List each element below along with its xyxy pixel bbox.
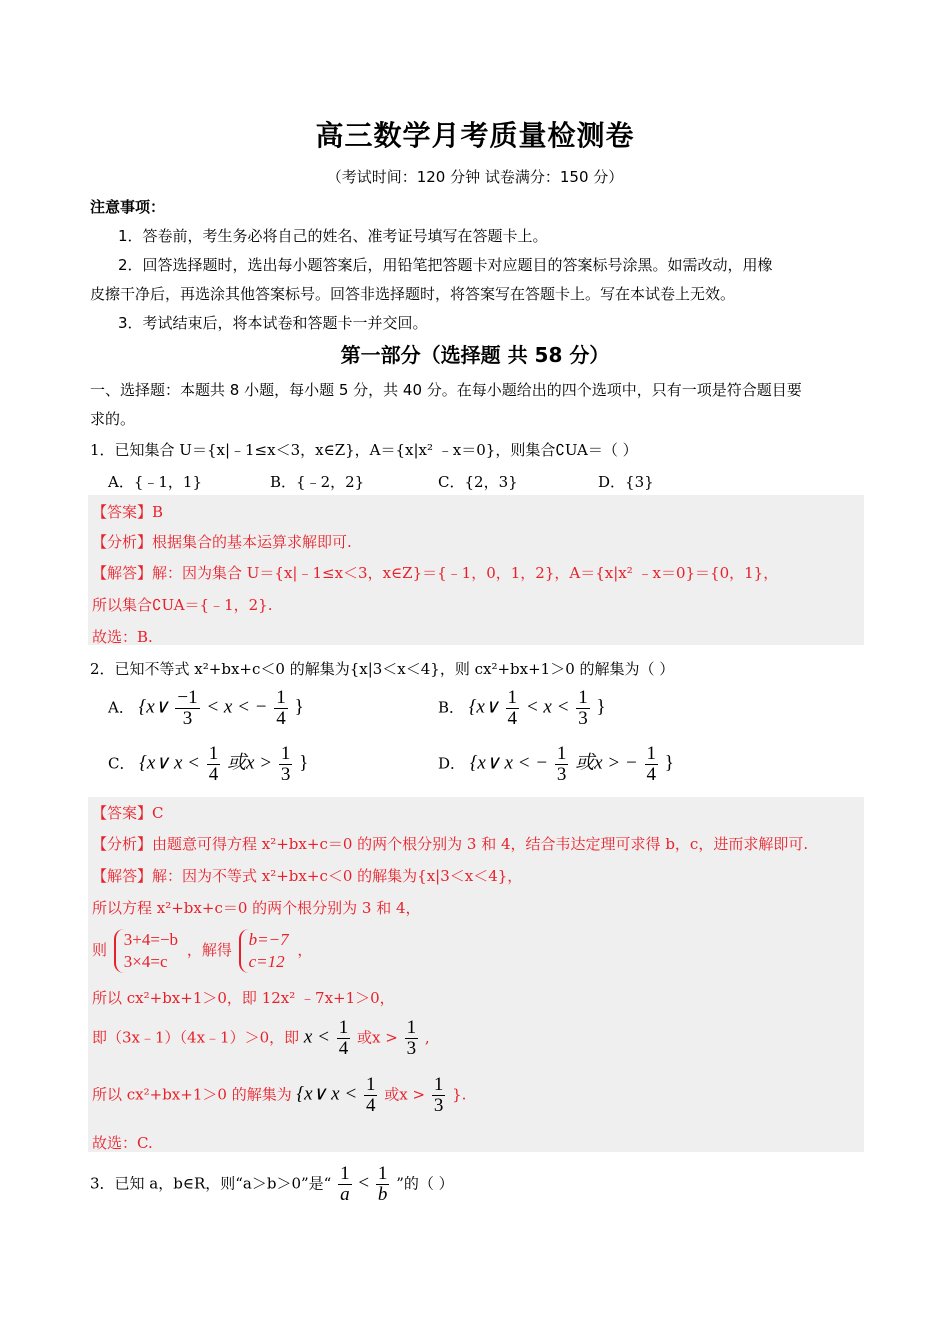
- question-1-stem: 1．已知集合 U＝{x|﹣1≤x＜3，x∈Z}，A＝{x|x² ﹣x＝0}，则集合∁UA＝（ ）: [90, 441, 638, 459]
- question-1-solution-line-2: 所以集合∁UA＝{﹣1，2}.: [92, 596, 273, 614]
- page-title: 高三数学月考质量检测卷: [315, 119, 635, 152]
- fraction: $\frac{1}{4}$: [276, 687, 286, 729]
- question-1-option-a: A．{﹣1，1}: [108, 473, 203, 491]
- section-intro-line-2: 求的。: [90, 410, 136, 428]
- fraction: $\frac{1}{4}$: [507, 687, 518, 729]
- question-2-solution-line-1: 【解答】解：因为不等式 x²+bx+c＜0 的解集为{x|3＜x＜4}，: [92, 867, 523, 885]
- equation-system-solution: b=−7 c=12: [239, 929, 293, 973]
- fraction: $\frac{1}{4}$: [208, 743, 219, 785]
- question-1-option-b: B．{﹣2，2}: [270, 473, 365, 491]
- part-one-title: 第一部分（选择题 共 58 分）: [340, 343, 610, 367]
- question-2-option-b: B． {x∨ $\frac{1}{4}$ < x < $\frac{1}{3}$ }: [438, 687, 606, 729]
- question-2-system-line: 则 3+4=−b 3×4=c ，解得 b=−7 c=12 ，: [92, 930, 313, 971]
- fraction: $\frac{1}{3}$: [556, 743, 567, 785]
- notice-heading: 注意事项：: [90, 198, 166, 216]
- fraction: $\frac{1}{4}$: [338, 1017, 349, 1059]
- question-1-answer-box: [88, 495, 864, 645]
- question-1-option-c: C．{2，3}: [438, 473, 518, 491]
- question-2-solution-line-2: 所以方程 x²+bx+c＝0 的两个根分别为 3 和 4，: [92, 899, 421, 917]
- notice-item-3: 3．考试结束后，将本试卷和答题卡一并交回。: [118, 314, 428, 332]
- question-2-answer: 【答案】C: [92, 804, 164, 822]
- question-2-answer-box: [88, 797, 864, 1152]
- question-3-stem: 3．已知 a，b∈R，则“a＞b＞0”是“ $\frac{1}{a}$ < $\frac{1}{b}$ ”的（ ）: [90, 1163, 454, 1205]
- question-2-analysis: 【分析】由题意可得方程 x²+bx+c＝0 的两个根分别为 3 和 4，结合韦达定理可求得 b，c，进而求解即可.: [92, 835, 809, 853]
- question-2-option-d: D． {x∨ x < − $\frac{1}{3}$ 或x > − $\frac{1}{4}$ }: [438, 743, 674, 785]
- fraction: $\frac{1}{a}$: [340, 1163, 350, 1205]
- fraction: $\frac{1}{3}$: [280, 743, 291, 785]
- fraction: $\frac{1}{4}$: [646, 743, 656, 785]
- question-2-option-a: A． {x∨ $\frac{-1}{3}$ < x < − $\frac{1}{4}$ }: [108, 687, 304, 729]
- question-2-choice: 故选：C.: [92, 1134, 153, 1152]
- notice-item-1: 1．答卷前，考生务必将自己的姓名、准考证号填写在答题卡上。: [118, 227, 548, 245]
- fraction: $\frac{1}{3}$: [433, 1074, 444, 1116]
- question-1-option-d: D．{3}: [598, 473, 654, 491]
- question-1-answer: 【答案】B: [92, 503, 164, 521]
- question-1-choice: 故选：B.: [92, 628, 153, 646]
- question-1-analysis: 【分析】根据集合的基本运算求解即可.: [92, 533, 352, 551]
- question-2-solution-line-5: 即（3x﹣1）（4x﹣1）＞0，即 x < $\frac{1}{4}$ 或x > $\frac{1}{3}$ ,: [92, 1017, 430, 1059]
- equation-system: 3+4=−b 3×4=c: [114, 929, 182, 973]
- notice-item-2-line-2: 皮擦干净后，再选涂其他答案标号。回答非选择题时，将答案写在答题卡上。写在本试卷上无效。: [90, 285, 736, 303]
- fraction: $\frac{-1}{3}$: [177, 687, 198, 729]
- question-2-option-c: C． {x∨ x < $\frac{1}{4}$ 或x > $\frac{1}{3}$ }: [108, 743, 309, 785]
- fraction: $\frac{1}{3}$: [578, 687, 588, 729]
- exam-info: （考试时间：120 分钟 试卷满分：150 分）: [326, 168, 624, 186]
- fraction: $\frac{1}{4}$: [365, 1074, 376, 1116]
- fraction: $\frac{1}{b}$: [377, 1163, 388, 1205]
- question-2-stem: 2．已知不等式 x²+bx+c＜0 的解集为{x|3＜x＜4}，则 cx²+bx+1＞0 的解集为（ ）: [90, 660, 675, 678]
- section-intro-line-1: 一、选择题：本题共 8 小题，每小题 5 分，共 40 分。在每小题给出的四个选项中，只有一项是符合题目要: [90, 381, 802, 399]
- notice-item-2-line-1: 2．回答选择题时，选出每小题答案后，用铅笔把答题卡对应题目的答案标号涂黑。如需改动，用橡: [118, 256, 773, 274]
- fraction: $\frac{1}{3}$: [406, 1017, 417, 1059]
- question-2-solution-line-4: 所以 cx²+bx+1＞0，即 12x² ﹣7x+1＞0，: [92, 989, 395, 1007]
- question-1-solution-line-1: 【解答】解：因为集合 U＝{x|﹣1≤x＜3，x∈Z}＝{﹣1，0，1，2}，A＝{x|x² ﹣x＝0}＝{0，1}，: [92, 564, 779, 582]
- question-2-solution-line-6: 所以 cx²+bx+1＞0 的解集为 {x∨ x < $\frac{1}{4}$ 或x > $\frac{1}{3}$ }.: [92, 1074, 467, 1116]
